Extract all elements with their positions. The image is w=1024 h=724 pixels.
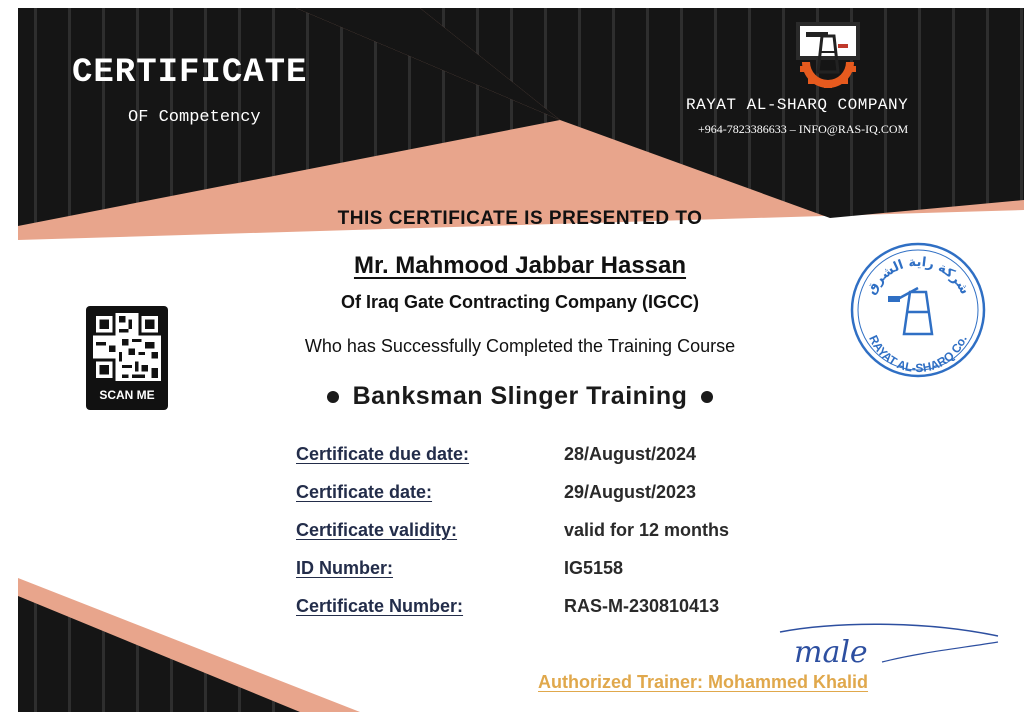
- svg-text:RAYAT AL-SHARQ Co.: [866, 333, 970, 375]
- certificate-subtitle: OF Competency: [128, 108, 261, 127]
- company-name: RAYAT AL-SHARQ COMPANY: [686, 96, 909, 114]
- course-name: Banksman Slinger Training: [352, 382, 688, 410]
- certificate-title: CERTIFICATE: [72, 54, 308, 92]
- recipient-organization: Of Iraq Gate Contracting Company (IGCC): [340, 292, 700, 312]
- recipient-name: Mr. Mahmood Jabbar Hassan: [353, 252, 687, 279]
- detail-label: Certificate Number:: [296, 596, 464, 616]
- qr-code-icon[interactable]: [93, 313, 161, 381]
- detail-value: 28/August/2024: [564, 444, 697, 464]
- course-line: [200, 382, 840, 411]
- presented-to-heading: THIS CERTIFICATE IS PRESENTED TO: [337, 208, 703, 229]
- company-contact: +964-7823386633 – INFO@RAS-IQ.COM: [698, 122, 909, 136]
- detail-label: Certificate date:: [296, 482, 433, 502]
- detail-value: valid for 12 months: [564, 520, 730, 540]
- detail-label: Certificate due date:: [296, 444, 470, 464]
- detail-label: ID Number:: [296, 558, 394, 578]
- seal-arabic-text: شركة راية الشرق: [863, 254, 973, 298]
- seal-english-text: RAYAT AL-SHARQ Co.: [866, 333, 970, 376]
- qr-scan-label: SCAN ME: [99, 388, 155, 402]
- bullet-dot-icon: [327, 391, 339, 403]
- detail-value: IG5158: [564, 558, 624, 578]
- bullet-dot-icon: [701, 391, 713, 403]
- signature: [772, 612, 1004, 676]
- detail-value: 29/August/2023: [564, 482, 697, 502]
- qr-code-card[interactable]: [86, 306, 168, 410]
- oil-derrick-gear-logo-icon: [796, 22, 860, 90]
- authorized-trainer: Authorized Trainer: Mohammed Khalid: [538, 672, 869, 692]
- signature-text: male: [794, 635, 868, 670]
- detail-label: Certificate validity:: [296, 520, 458, 540]
- completion-text: Who has Successfully Completed the Training Course: [304, 336, 736, 356]
- company-seal-icon: [848, 240, 988, 380]
- detail-value: RAS-M-230810413: [564, 596, 720, 616]
